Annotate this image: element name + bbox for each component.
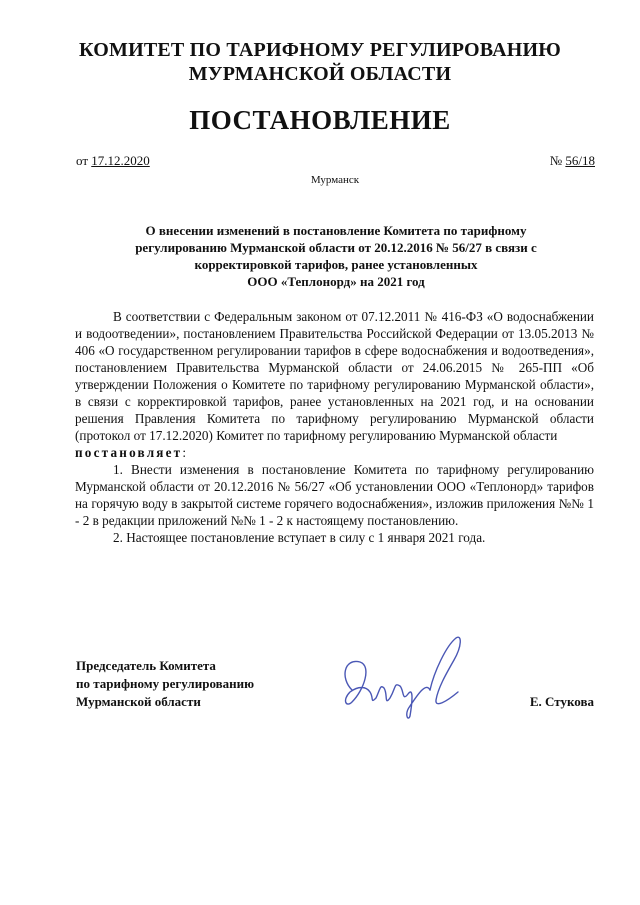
document-date <box>76 153 150 169</box>
date-value: 17.12.2020 <box>91 153 150 168</box>
document-body <box>75 308 594 546</box>
document-city: Мурманск <box>310 174 360 186</box>
signatory-title-line2: по тарифному регулированию <box>76 676 255 691</box>
signatory-title-line1: Председатель Комитета <box>76 658 216 673</box>
signatory-title-line3: Мурманской области <box>76 694 201 709</box>
date-prefix: от <box>76 153 89 168</box>
subject-line2: регулированию Мурманской области от 20.12.2016 № 56/27 в связи с <box>135 240 537 255</box>
organization-name-line2: МУРМАНСКОЙ ОБЛАСТИ <box>188 63 452 85</box>
signatory-title <box>76 657 254 711</box>
organization-name <box>0 38 640 86</box>
resolves-line <box>75 444 594 461</box>
document-subject <box>86 222 586 290</box>
number-prefix: № <box>549 153 563 168</box>
item-1: 1. Внести изменения в постановление Комитета по тарифному регулированию Мурманской области от 20.12.2016 № 56/27 «Об установлении ООО «Теплонорд» тарифов на горячую воду в закрытой системе горячего водоснабжения», изложив приложения №№ 1 - 2 в редакции приложений №№ 1 - 2 к настоящему постановлению. <box>75 462 594 528</box>
subject-line1: О внесении изменений в постановление Комитета по тарифному <box>145 223 527 238</box>
number-value: 56/18 <box>565 153 595 168</box>
signatory-name: Е. Стукова <box>529 694 594 709</box>
preamble-paragraph <box>75 308 594 444</box>
preamble-text: В соответствии с Федеральным законом от 07.12.2011 № 416-ФЗ «О водоснабжении и водоотведении», постановлением Правительства Российской Федерации от 13.05.2013 № 406 «О государственном регулировании тарифов в сфере водоснабжения и водоотведения», постановлением Правительства Мурманской области от 24.06.2015 № 265-ПП «Об утверждении Положения о Комитете по тарифному регулированию Мурманской области», в связи с корректировкой тарифов, ранее установленных на 2021 год, и на основании решения Правления Комитета по тарифному регулированию Мурманской области (протокол от 17.12.2020) Комитет по тарифному регулированию Мурманской области <box>75 309 594 443</box>
document-number <box>550 153 595 169</box>
organization-name-line1: КОМИТЕТ ПО ТАРИФНОМУ РЕГУЛИРОВАНИЮ <box>79 39 561 61</box>
item-2: 2. Настоящее постановление вступает в силу с 1 января 2021 года. <box>113 530 486 545</box>
handwritten-signature <box>330 628 475 723</box>
document-type-title: ПОСТАНОВЛЕНИЕ <box>189 105 451 135</box>
resolves-word: постановляет <box>75 445 183 460</box>
subject-line3: корректировкой тарифов, ранее установленных <box>194 257 478 272</box>
subject-line4: ООО «Теплонорд» на 2021 год <box>247 274 425 289</box>
resolves-suffix: : <box>182 445 187 460</box>
